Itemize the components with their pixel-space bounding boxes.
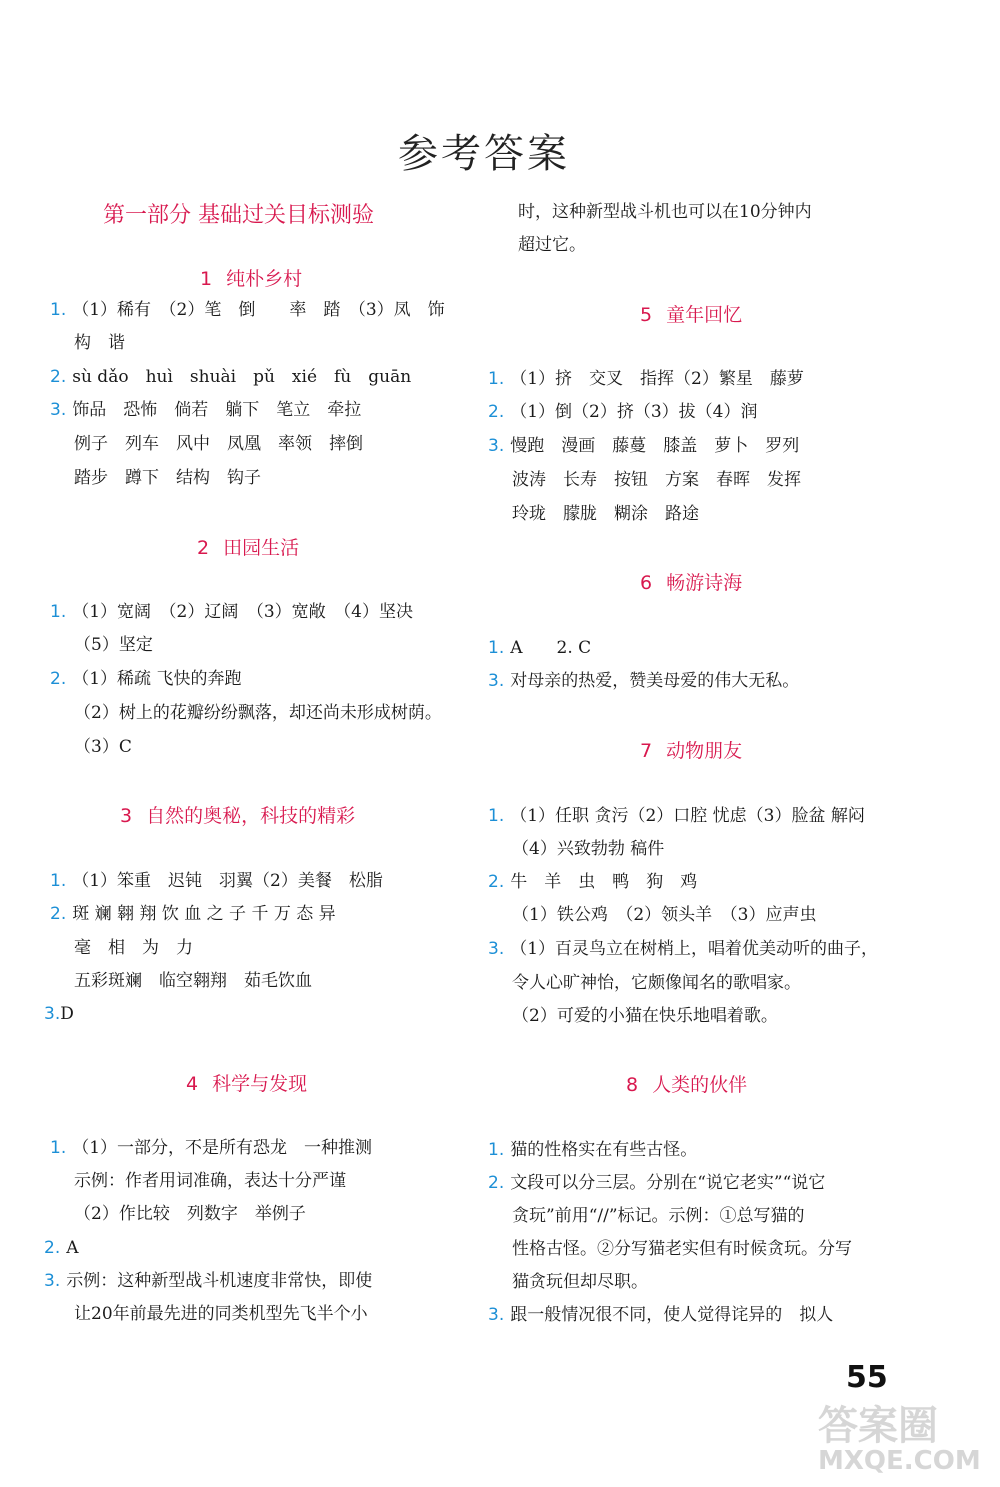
answer-line: 1. （1）一部分，不是所有恐龙 一种推测 — [50, 1138, 373, 1158]
section-heading-8: 8 人类的伙伴 — [626, 1074, 748, 1096]
answer-line: 3. 对母亲的热爱，赞美母爱的伟大无私。 — [488, 671, 800, 691]
answer-line: 3. 跟一般情况很不同，使人觉得诧异的 拟人 — [488, 1305, 834, 1325]
section-heading-5: 5 童年回忆 — [640, 304, 743, 326]
answer-line: 2. 斑 斓 翱 翔 饮 血 之 子 千 万 态 异 — [50, 904, 336, 924]
watermark-url: MXQE.COM — [818, 1446, 981, 1476]
section-heading-7: 7 动物朋友 — [640, 740, 743, 762]
answer-line: 贪玩”前用“//”标记。示例：①总写猫的 — [512, 1206, 805, 1226]
answer-line: （3）C — [74, 737, 132, 757]
answer-line: 2. sù dǎo huì shuài pǔ xié fù guān — [50, 367, 412, 387]
answer-line: （5）坚定 — [74, 635, 153, 655]
answer-line: 1. A 2. C — [488, 638, 592, 658]
answer-line: 时，这种新型战斗机也可以在10分钟内 — [518, 202, 812, 222]
answer-line: 超过它。 — [518, 235, 586, 255]
answer-line: 3. 饰品 恐怖 倘若 躺下 笔立 牵拉 — [50, 400, 362, 420]
answer-line: 2. 牛 羊 虫 鸭 狗 鸡 — [488, 872, 698, 892]
answer-line: 3. 慢跑 漫画 藤蔓 膝盖 萝卜 罗列 — [488, 436, 800, 456]
answer-line: 3. 示例：这种新型战斗机速度非常快，即使 — [44, 1271, 373, 1291]
answer-line: 构 谐 — [74, 333, 125, 353]
answer-line: 示例：作者用词准确，表达十分严谨 — [74, 1171, 346, 1191]
answer-line: 2. A — [44, 1238, 79, 1258]
answer-line: 1. （1）挤 交叉 指挥（2）繁星 藤萝 — [488, 369, 804, 389]
answer-line: 2. （1）稀疏 飞快的奔跑 — [50, 669, 242, 689]
answer-line: （2）可爱的小猫在快乐地唱着歌。 — [512, 1006, 778, 1026]
section-heading-1: 1 纯朴乡村 — [200, 268, 303, 290]
section-heading-3: 3 自然的奥秘，科技的精彩 — [120, 805, 356, 827]
answer-line: 玲珑 朦胧 糊涂 路途 — [512, 504, 699, 524]
answer-line: 性格古怪。②分写猫老实但有时候贪玩。分写 — [512, 1239, 852, 1259]
answer-line: 2. （1）倒（2）挤（3）拔（4）润 — [488, 402, 758, 422]
answer-line: 1. 猫的性格实在有些古怪。 — [488, 1140, 698, 1160]
answer-line: （4）兴致勃勃 稿件 — [512, 839, 665, 859]
answer-line: 令人心旷神怡，它颇像闻名的歌唱家。 — [512, 973, 801, 993]
answer-line: 毫 相 为 力 — [74, 938, 193, 958]
answer-line: 3.D — [44, 1004, 74, 1024]
answer-line: 2. 文段可以分三层。分别在“说它老实”“说它 — [488, 1173, 826, 1193]
answer-line: 让20年前最先进的同类机型先飞半个小 — [74, 1304, 368, 1324]
section-heading-6: 6 畅游诗海 — [640, 572, 743, 594]
answer-line: 猫贪玩但却尽职。 — [512, 1272, 648, 1292]
answer-line: 1. （1）稀有 （2）笔 倒 率 踏 （3）凤 饰 — [50, 300, 445, 320]
answer-line: 1. （1）任职 贪污（2）口腔 忧虑（3）脸盆 解闷 — [488, 806, 865, 826]
answer-line: 1. （1）笨重 迟钝 羽翼（2）美餐 松脂 — [50, 871, 383, 891]
answer-line: 1. （1）宽阔 （2）辽阔 （3）宽敞 （4）坚决 — [50, 602, 413, 622]
answer-line: 3. （1）百灵鸟立在树梢上，唱着优美动听的曲子， — [488, 939, 879, 959]
section-heading-2: 2 田园生活 — [197, 537, 300, 559]
answer-line: （2）树上的花瓣纷纷飘落，却还尚未形成树荫。 — [74, 703, 442, 723]
answer-line: 五彩斑斓 临空翱翔 茹毛饮血 — [74, 971, 312, 991]
answer-line: （1）铁公鸡 （2）领头羊 （3）应声虫 — [512, 905, 817, 925]
page-title: 参考答案 — [398, 131, 570, 177]
part-title: 第一部分 基础过关目标测验 — [103, 203, 374, 228]
section-heading-4: 4 科学与发现 — [186, 1073, 308, 1095]
answer-line: （2）作比较 列数字 举例子 — [74, 1204, 306, 1224]
answer-line: 例子 列车 风中 凤凰 率领 摔倒 — [74, 434, 363, 454]
answer-line: 波涛 长寿 按钮 方案 春晖 发挥 — [512, 470, 801, 490]
watermark-logo: 答案圈 — [818, 1403, 938, 1449]
answer-line: 踏步 蹲下 结构 钩子 — [74, 468, 261, 488]
page-number: 55 — [846, 1360, 888, 1395]
